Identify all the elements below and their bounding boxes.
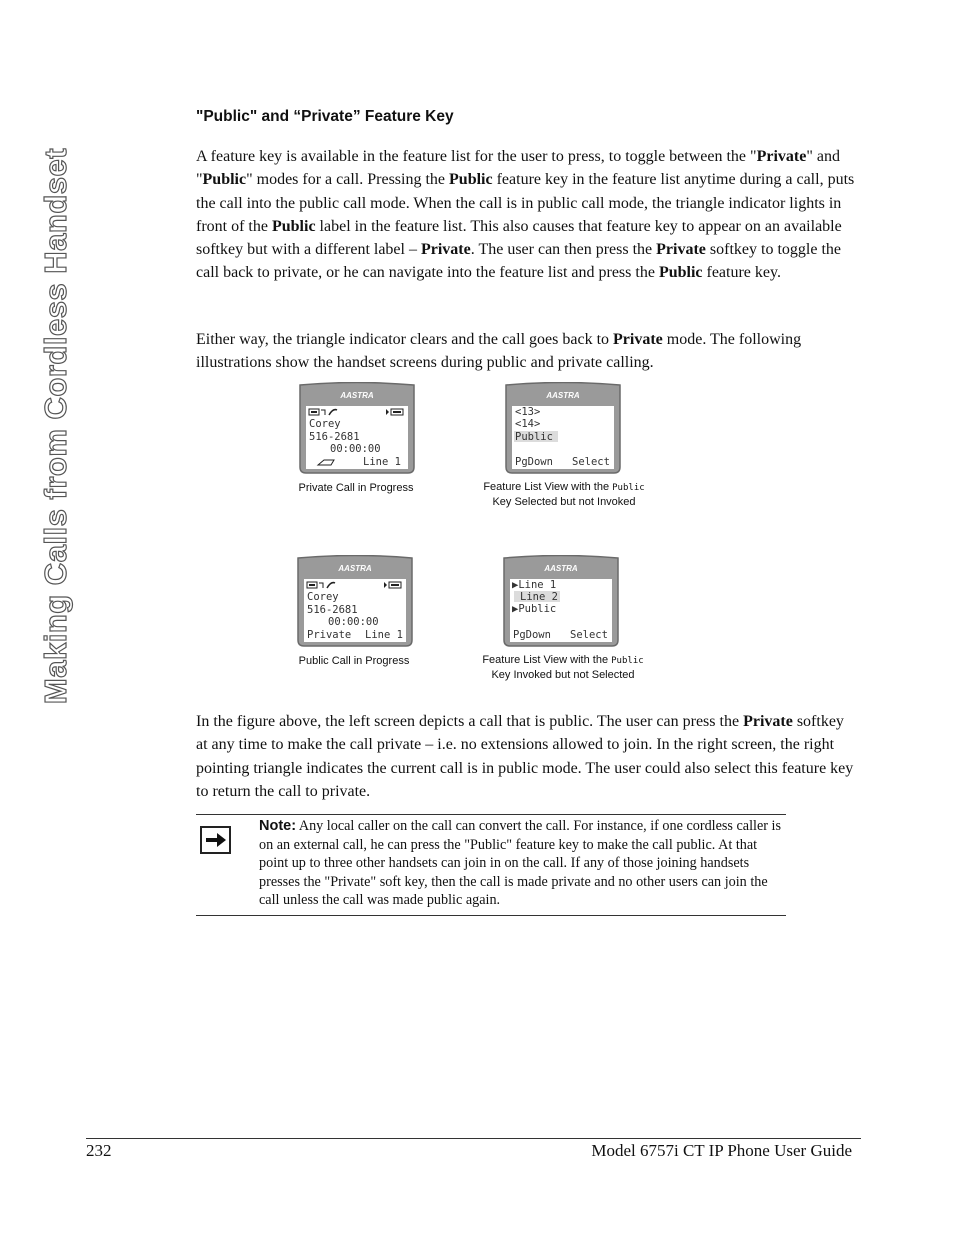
svg-text:516-2681: 516-2681 [307,604,358,616]
svg-text:Line 1: Line 1 [365,629,403,641]
svg-text:AASTRA: AASTRA [544,564,578,573]
feature-invoked-caption: Feature List View with the Public Key Invoked but not Selected [482,654,644,681]
svg-text:Corey: Corey [307,591,339,603]
svg-text:Select: Select [570,629,608,641]
svg-text:Private: Private [307,629,352,641]
page-number: 232 [86,1141,112,1160]
svg-text:AASTRA: AASTRA [338,564,372,573]
public-call-caption: Public Call in Progress [298,655,410,667]
section-heading: "Public" and “Private” Feature Key [196,108,454,125]
chapter-side-tab [36,103,76,748]
svg-text:00:00:00: 00:00:00 [328,616,379,628]
note-text: Note: Any local caller on the call can convert the call. For instance, if one cordless caller is on an external call, he can press the "Public" feature key to make the call public. At that point up to three other handsets can join in on the call. If any of those joining handsets presses the "Private" soft key, then the call is made private and no other users can join the call unless the call was made public again. [259,818,782,909]
svg-text:Line 1: Line 1 [363,456,401,468]
arrow-right-icon [200,826,231,854]
figure-explanation-paragraph: In the figure above, the left screen depicts a call that is public. The user can press the Private softkey at any time to make the call private – i.e. no extensions allowed to join. In the right screen, the right pointing triangle indicates the current call is in public mode. The user could also select this feature key to return the call to private. [196,713,854,800]
private-call-screen [298,382,416,475]
svg-text:AASTRA: AASTRA [546,391,580,400]
svg-text:Select: Select [572,456,610,468]
svg-text:<14>: <14> [515,418,541,430]
note-box [196,814,786,916]
svg-text:▶Line 1: ▶Line 1 [512,579,557,591]
footer-divider [86,1138,861,1139]
svg-text:PgDown: PgDown [513,629,551,641]
intro-paragraph: A feature key is available in the feature list for the user to press, to toggle between the "Private" and "Public" modes for a call. Pressing the Public feature key in the feature list anytime during a call, puts the call into the public call mode. When the call is in public call mode, the triangle indicator lights in front of the Public label in the feature list. This also causes that feature key to appear on an available softkey but with a different label – Private. The user can then press the Private softkey to toggle the call back to private, or he can navigate into the feature list and press the Public feature key. [196,148,855,282]
feature-invoked-screen [502,555,620,648]
private-call-caption: Private Call in Progress [298,482,414,494]
feature-selected-screen [504,382,622,475]
feature-selected-caption: Feature List View with the Public Key Selected but not Invoked [483,481,645,508]
svg-text:Corey: Corey [309,418,341,430]
svg-text:00:00:00: 00:00:00 [330,443,381,455]
svg-text:Line 2: Line 2 [520,591,558,603]
note-label: Note: [259,818,297,834]
svg-text:516-2681: 516-2681 [309,431,360,443]
chapter-side-tab-label: Making Calls from Cordless Handset [38,147,73,704]
svg-text:▶Public: ▶Public [512,603,557,615]
svg-text:<13>: <13> [515,406,541,418]
svg-text:PgDown: PgDown [515,456,553,468]
svg-text:Public: Public [515,431,553,443]
public-call-screen [296,555,414,648]
brand-logo: AASTRA [340,391,374,400]
toggle-paragraph: Either way, the triangle indicator clears and the call goes back to Private mode. The following illustrations show the handset screens during public and private calling. [196,331,802,372]
footer-title: Model 6757i CT IP Phone User Guide [591,1141,852,1160]
